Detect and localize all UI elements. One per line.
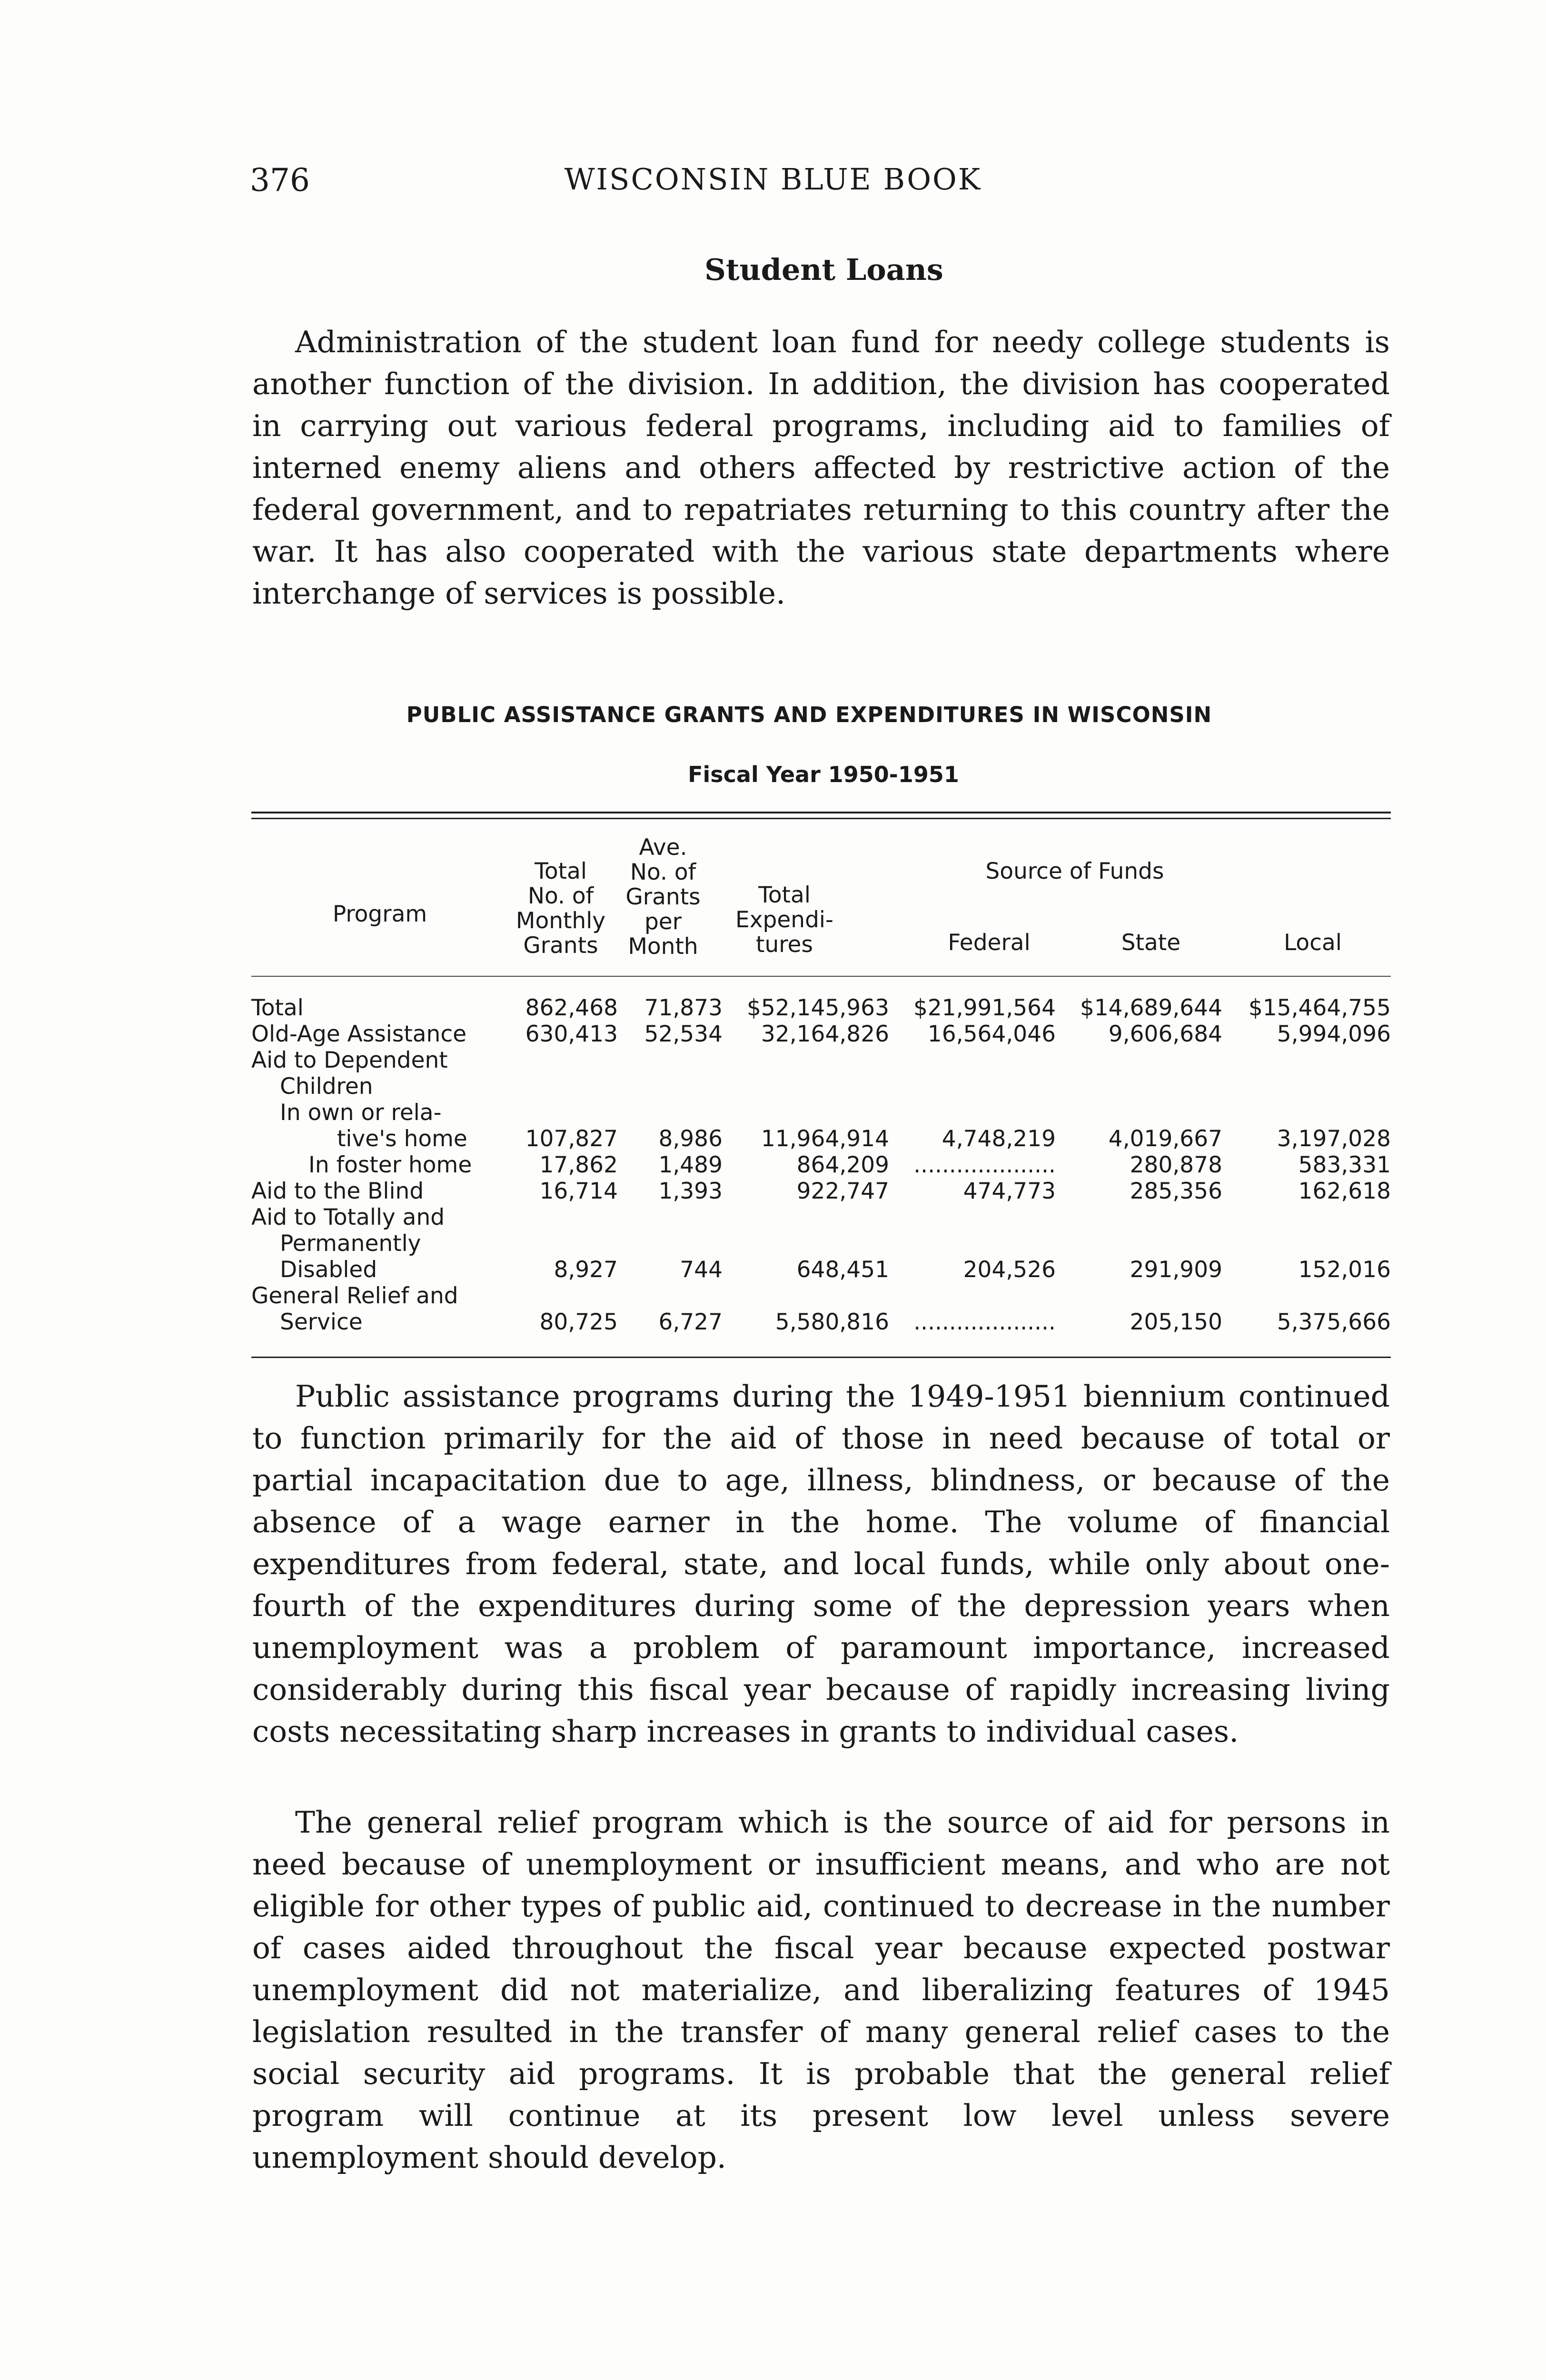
table-row [251,995,1391,1021]
table-row [251,1126,1391,1152]
header-total-grants-line: Grants [523,932,598,959]
header-total-exp-line: Expendi- [735,907,833,933]
header-program: Program [332,901,427,927]
paragraph-public-assistance: Public assistance programs during the 1949-1951 biennium continued to function primarily for the aid of those in need because of total or partial incapacitation due to age, illness, blindness, or because of the absence of a wage earner in the home. The volume of financial expenditures from federal, state, and local funds, while only about one-fourth of the expenditures during some of the depression years when unemployment was a problem of paramount importance, increased considerably during this fiscal year because of rapidly increasing living costs necessitating sharp increases in grants to individual cases. [252,1379,1390,1749]
table-title: PUBLIC ASSISTANCE GRANTS AND EXPENDITURES IN WISCONSIN [406,702,1212,727]
cell-ave: 744 [680,1257,723,1283]
table-row [251,1021,1391,1047]
header-total-expenditures [727,883,842,957]
table-row [251,1230,1391,1257]
cell-federal: .................... [913,1309,1056,1335]
cell-ave: 8,986 [658,1126,723,1152]
row-label: Children [280,1073,373,1100]
cell-local: 3,197,028 [1277,1126,1391,1152]
header-ave-grants-line: No. of [630,859,696,885]
cell-ave: 71,873 [644,995,723,1021]
cell-grants: 80,725 [539,1309,618,1335]
row-label: Permanently [280,1230,421,1257]
cell-ave: 1,393 [658,1178,723,1204]
header-ave-grants-line: Month [628,933,698,960]
cell-grants: 8,927 [554,1257,618,1283]
row-label: General Relief and [251,1283,458,1309]
header-federal: Federal [948,930,1031,956]
table-subtitle: Fiscal Year 1950-1951 [688,762,959,787]
paragraph-student-loans: Administration of the student loan fund for needy college students is another function of the division. In addition, the division has cooperated in carrying out various federal programs, including aid to families of interned enemy aliens and others affected by restrictive action of the federal government, and to repatriates returning to this country after the war. It has also cooperated with the various state departments where interchange of services is possible. [252,325,1390,611]
section-title: Student Loans [704,252,943,287]
header-total-grants-line: Monthly [515,908,606,934]
header-total-grants-line: No. of [527,883,594,909]
cell-federal: 16,564,046 [927,1021,1056,1047]
page-number: 376 [250,162,310,198]
header-ave-grants-line: per [644,909,682,935]
header-source-of-funds: Source of Funds [985,858,1164,884]
cell-local: 152,016 [1298,1257,1391,1283]
row-label: Aid to Totally and [251,1204,445,1230]
cell-state: 280,878 [1130,1152,1222,1178]
cell-ave: 52,534 [644,1021,723,1047]
header-total-exp-line: Total [758,882,811,908]
table-row [251,1047,1391,1073]
table-row [251,1309,1391,1335]
header-total-exp-line: tures [756,932,813,958]
row-label: In own or rela- [280,1100,442,1126]
cell-grants: 630,413 [525,1021,618,1047]
header-total-grants-line: Total [535,858,587,884]
cell-total: 922,747 [796,1178,889,1204]
table-row [251,1204,1391,1230]
cell-federal: 474,773 [963,1178,1056,1204]
cell-state: 291,909 [1130,1257,1222,1283]
cell-local: $15,464,755 [1248,995,1391,1021]
cell-total: $52,145,963 [746,995,889,1021]
cell-ave: 1,489 [658,1152,723,1178]
row-label: tive's home [337,1126,467,1152]
cell-grants: 17,862 [539,1152,618,1178]
table-row [251,1100,1391,1126]
cell-total: 5,580,816 [775,1309,889,1335]
row-label: Old-Age Assistance [251,1021,467,1047]
header-ave-grants-line: Grants [625,884,701,910]
cell-total: 11,964,914 [761,1126,889,1152]
cell-total: 32,164,826 [761,1021,889,1047]
header-bottom-rule [251,976,1391,977]
table-row [251,1073,1391,1100]
header-ave-grants-line: Ave. [639,834,687,861]
table-top-rule-2 [251,818,1391,819]
row-label: Aid to Dependent [251,1047,448,1073]
cell-federal: 4,748,219 [941,1126,1056,1152]
cell-grants: 16,714 [539,1178,618,1204]
header-state: State [1121,930,1181,956]
cell-grants: 107,827 [525,1126,618,1152]
table-top-rule [251,812,1391,813]
cell-total: 864,209 [796,1152,889,1178]
cell-state: 285,356 [1130,1178,1222,1204]
cell-ave: 6,727 [658,1309,723,1335]
cell-local: 5,994,096 [1277,1021,1391,1047]
cell-federal: $21,991,564 [913,995,1056,1021]
row-label: Disabled [280,1257,377,1283]
cell-total: 648,451 [796,1257,889,1283]
table-row [251,1178,1391,1204]
table-row [251,1152,1391,1178]
cell-state: 9,606,684 [1108,1021,1222,1047]
cell-state: 205,150 [1130,1309,1222,1335]
header-total-grants [513,859,608,958]
cell-state: $14,689,644 [1080,995,1222,1021]
table-row [251,1283,1391,1309]
row-label: In foster home [308,1152,472,1178]
row-label: Aid to the Blind [251,1178,424,1204]
cell-state: 4,019,667 [1108,1126,1222,1152]
cell-federal: .................... [913,1152,1056,1178]
running-header: WISCONSIN BLUE BOOK [564,162,982,197]
table-row [251,1257,1391,1283]
cell-federal: 204,526 [963,1257,1056,1283]
paragraph-general-relief: The general relief program which is the source of aid for persons in need because of unemployment or insufficient means, and who are not eligible for other types of public aid, continued to decrease in the number of cases aided throughout the fiscal year because expected postwar unemployment did not materialize, and liberalizing features of 1945 legislation resulted in the transfer of many general relief cases to the social security aid programs. It is probable that the general relief program will continue at its present low level unless severe unemployment should develop. [252,1805,1390,2175]
cell-local: 583,331 [1298,1152,1391,1178]
cell-local: 162,618 [1298,1178,1391,1204]
row-label: Total [251,995,304,1021]
header-ave-grants [618,835,708,959]
header-local: Local [1284,930,1342,956]
cell-grants: 862,468 [525,995,618,1021]
row-label: Service [280,1309,363,1335]
table-bottom-rule [251,1357,1391,1358]
cell-local: 5,375,666 [1277,1309,1391,1335]
